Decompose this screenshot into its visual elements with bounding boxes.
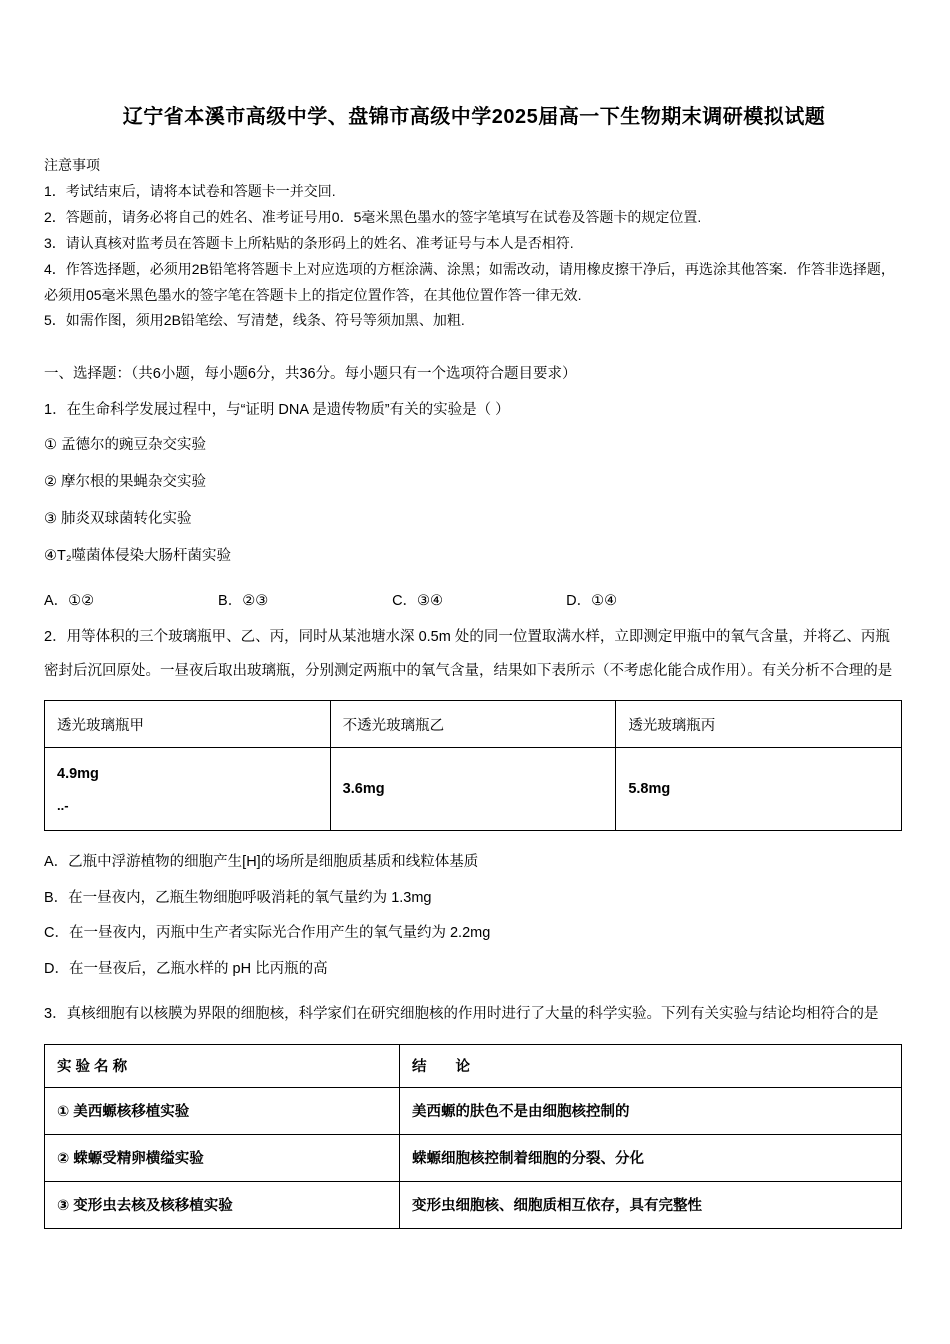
question-2 bbox=[44, 620, 904, 987]
experiment-name: ① 美西螈核移植实验 bbox=[45, 1087, 400, 1134]
question-1-option: ① 孟德尔的豌豆杂交实验 bbox=[44, 437, 207, 454]
oxygen-value-note: ..- bbox=[57, 797, 69, 813]
table-row bbox=[45, 1087, 902, 1134]
experiment-table-header: 结 论 bbox=[400, 1044, 902, 1087]
question-2-stem: 2．用等体积的三个玻璃瓶甲、乙、丙，同时从某池塘水深 0.5m 处的同一位置取满水样，立即测定甲瓶中的氧气含量，并将乙、丙瓶密封后沉回原处。一昼夜后取出玻璃瓶，分别测定两瓶中的氧气含量，结果如下表所示（不考虑化能合成作用）。有关分析不合理的是 bbox=[44, 629, 893, 680]
oxygen-value: 5.8mg bbox=[628, 781, 671, 798]
choice-a: A．①② bbox=[44, 593, 95, 610]
notice-item: 1．考试结束后，请将本试卷和答题卡一并交回. bbox=[44, 183, 336, 199]
notice-heading: 注意事项 bbox=[44, 157, 100, 173]
notice-item: 5．如需作图，须用2B铅笔绘、写清楚，线条、符号等须加黑、加粗. bbox=[44, 312, 465, 329]
table-row bbox=[45, 1134, 902, 1181]
oxygen-value: 3.6mg bbox=[342, 781, 385, 798]
oxygen-table-cell bbox=[45, 748, 331, 831]
section-heading: 一、选择题：（共6小题，每小题6分，共36分。每小题只有一个选项符合题目要求） bbox=[44, 366, 577, 383]
choice-b: B．②③ bbox=[218, 593, 269, 610]
question-3 bbox=[44, 997, 904, 1228]
experiment-conclusion: 变形虫细胞核、细胞质相互依存，具有完整性 bbox=[400, 1181, 902, 1228]
question-2-choice: B．在一昼夜内，乙瓶生物细胞呼吸消耗的氧气量约为 1.3mg bbox=[44, 889, 432, 906]
question-1 bbox=[44, 393, 904, 610]
choice-c: C．③④ bbox=[392, 593, 444, 610]
experiment-conclusion: 蝾螈细胞核控制着细胞的分裂、分化 bbox=[400, 1134, 902, 1181]
experiment-name: ③ 变形虫去核及核移植实验 bbox=[45, 1181, 400, 1228]
choice-d: D．①④ bbox=[566, 593, 618, 610]
oxygen-table-cell bbox=[330, 748, 616, 831]
notice-item: 3．请认真核对监考员在答题卡上所粘贴的条形码上的姓名、准考证号与本人是否相符. bbox=[44, 234, 574, 251]
question-1-choices bbox=[44, 589, 904, 610]
question-1-stem: 1．在生命科学发展过程中，与“证明 DNA 是遗传物质”有关的实验是（ ） bbox=[44, 402, 510, 419]
oxygen-table-header: 不透光玻璃瓶乙 bbox=[330, 701, 616, 748]
oxygen-table-cell bbox=[616, 748, 902, 831]
experiment-conclusion: 美西螈的肤色不是由细胞核控制的 bbox=[400, 1087, 902, 1134]
experiment-table bbox=[44, 1044, 902, 1229]
question-1-option: ③ 肺炎双球菌转化实验 bbox=[44, 511, 192, 528]
page-title: 辽宁省本溪市高级中学、盘锦市高级中学2025届高一下生物期末调研模拟试题 bbox=[122, 106, 826, 128]
notice-item: 4．作答选择题，必须用2B铅笔将答题卡上对应选项的方框涂满、涂黑；如需改动，请用橡皮擦干净后，再选涂其他答案．作答非选择题，必须用05毫米黑色墨水的签字笔在答题卡上的指定位置作答，在其他位置作答一律无效. bbox=[44, 260, 895, 303]
question-2-choice: C．在一昼夜内，丙瓶中生产者实际光合作用产生的氧气量约为 2.2mg bbox=[44, 925, 491, 942]
oxygen-table-header: 透光玻璃瓶丙 bbox=[616, 701, 902, 748]
experiment-table-header: 实 验 名 称 bbox=[45, 1044, 400, 1087]
question-3-stem: 3．真核细胞有以核膜为界限的细胞核，科学家们在研究细胞核的作用时进行了大量的科学实验。下列有关实验与结论均相符合的是 bbox=[44, 1006, 879, 1023]
question-1-option: ② 摩尔根的果蝇杂交实验 bbox=[44, 474, 207, 491]
oxygen-table-header: 透光玻璃瓶甲 bbox=[45, 701, 331, 748]
oxygen-table bbox=[44, 700, 902, 831]
question-2-choice: D．在一昼夜后，乙瓶水样的 pH 比丙瓶的高 bbox=[44, 960, 328, 977]
notice-item: 2．答题前，请务必将自己的姓名、准考证号用0．5毫米黑色墨水的签字笔填写在试卷及答题卡的规定位置. bbox=[44, 208, 702, 225]
experiment-name: ② 蝾螈受精卵横缢实验 bbox=[45, 1134, 400, 1181]
question-2-choice: A．乙瓶中浮游植物的细胞产生[H]的场所是细胞质基质和线粒体基质 bbox=[44, 854, 479, 871]
table-row bbox=[45, 1181, 902, 1228]
notice-section bbox=[44, 155, 904, 334]
oxygen-value: 4.9mg bbox=[57, 765, 99, 782]
question-1-option: ④T₂噬菌体侵染大肠杆菌实验 bbox=[44, 548, 231, 565]
